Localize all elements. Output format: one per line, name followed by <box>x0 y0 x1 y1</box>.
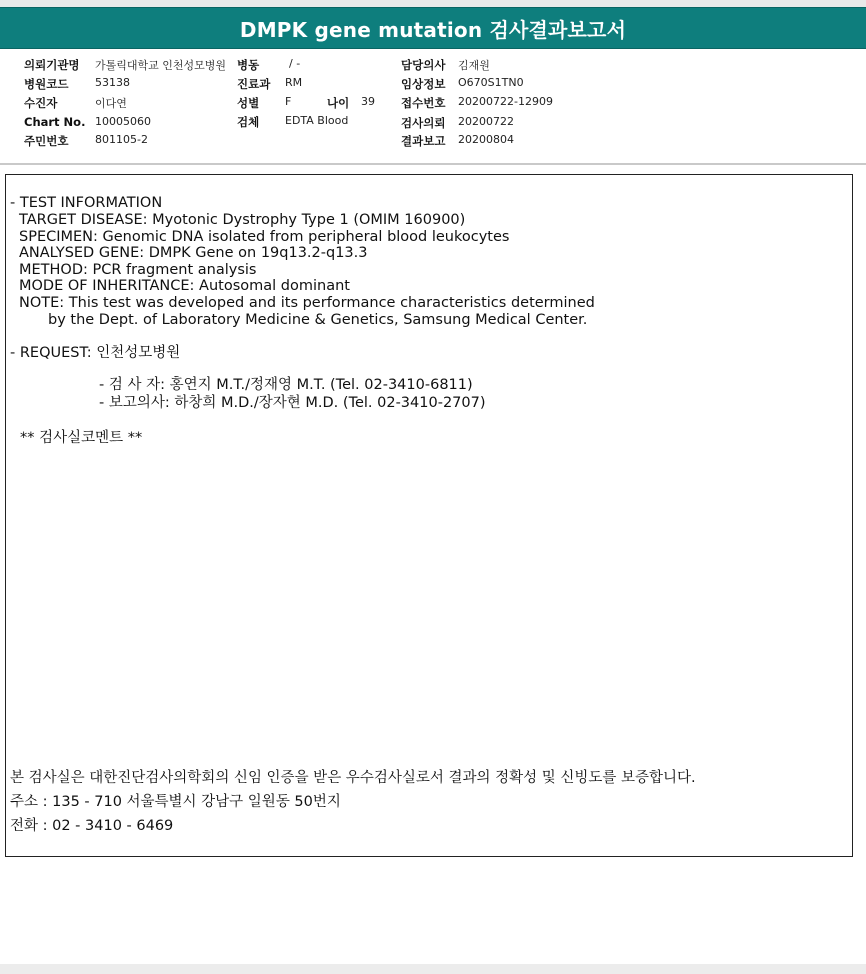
reporting-doctor-line: - 보고의사: 하창희 M.D./장자현 M.D. (Tel. 02-3410-2707) <box>99 395 486 411</box>
note-line-1: NOTE: This test was developed and its performance characteristics determined <box>19 295 595 311</box>
inheritance-line: MODE OF INHERITANCE: Autosomal dominant <box>19 278 350 294</box>
report-date-label: 결과보고 <box>401 134 446 148</box>
sex-value: F <box>285 95 292 108</box>
clinical-info-value: O670S1TN0 <box>458 76 524 89</box>
ward-label: 병동 <box>237 58 260 72</box>
age-value: 39 <box>361 95 375 108</box>
attending-value: 김재원 <box>458 59 490 72</box>
hospital-code-label: 병원코드 <box>24 77 69 91</box>
header-divider <box>0 163 866 165</box>
resident-no-value: 801105-2 <box>95 133 148 146</box>
test-info-heading: - TEST INFORMATION <box>10 195 163 211</box>
receipt-no-label: 접수번호 <box>401 96 446 110</box>
address-line: 주소 : 135 - 710 서울특별시 강남구 일원동 50번지 <box>10 794 341 810</box>
institution-value: 가톨릭대학교 인천성모병원 <box>95 59 227 72</box>
resident-no-label: 주민번호 <box>24 134 69 148</box>
top-rule <box>0 0 866 7</box>
examinee-value: 이다연 <box>95 97 127 110</box>
institution-label: 의뢰기관명 <box>24 58 80 72</box>
examiner-line: - 검 사 자: 홍연지 M.T./정재영 M.T. (Tel. 02-3410-6811) <box>99 377 473 393</box>
target-disease: TARGET DISEASE: Myotonic Dystrophy Type 1 (OMIM 160900) <box>19 212 466 228</box>
analysed-gene: ANALYSED GENE: DMPK Gene on 19q13.2-q13.3 <box>19 245 368 261</box>
patient-info-section <box>0 49 866 161</box>
chart-no-value: 10005060 <box>95 115 151 128</box>
sex-label: 성별 <box>237 96 260 110</box>
department-label: 진료과 <box>237 77 271 91</box>
title-bar <box>0 7 866 49</box>
lab-comment-heading: ** 검사실코멘트 ** <box>20 430 143 446</box>
examinee-label: 수진자 <box>24 96 58 110</box>
receipt-no-value: 20200722-12909 <box>458 95 553 108</box>
hospital-code-value: 53138 <box>95 76 130 89</box>
note-line-2: by the Dept. of Laboratory Medicine & Genetics, Samsung Medical Center. <box>48 312 588 328</box>
chart-no-label: Chart No. <box>24 115 86 129</box>
specimen-label: 검체 <box>237 115 260 129</box>
department-value: RM <box>285 76 303 89</box>
request-date-label: 검사의뢰 <box>401 116 446 130</box>
ward-value: / - <box>289 57 301 70</box>
age-label: 나이 <box>327 96 350 110</box>
report-date-value: 20200804 <box>458 133 514 146</box>
certification-line: 본 검사실은 대한진단검사의학회의 신임 인증을 받은 우수검사실로서 결과의 정확성 및 신빙도를 보증합니다. <box>10 770 696 786</box>
specimen-value: EDTA Blood <box>285 114 349 127</box>
request-line: - REQUEST: 인천성모병원 <box>10 345 181 361</box>
report-title: DMPK gene mutation 검사결과보고서 <box>239 17 627 42</box>
clinical-info-label: 임상정보 <box>401 77 446 91</box>
phone-line: 전화 : 02 - 3410 - 6469 <box>10 818 174 834</box>
bottom-bar <box>0 964 866 974</box>
method-line: METHOD: PCR fragment analysis <box>19 262 257 278</box>
report-body <box>5 174 853 857</box>
request-date-value: 20200722 <box>458 115 514 128</box>
specimen-line: SPECIMEN: Genomic DNA isolated from peripheral blood leukocytes <box>19 229 510 245</box>
attending-label: 담당의사 <box>401 58 446 72</box>
